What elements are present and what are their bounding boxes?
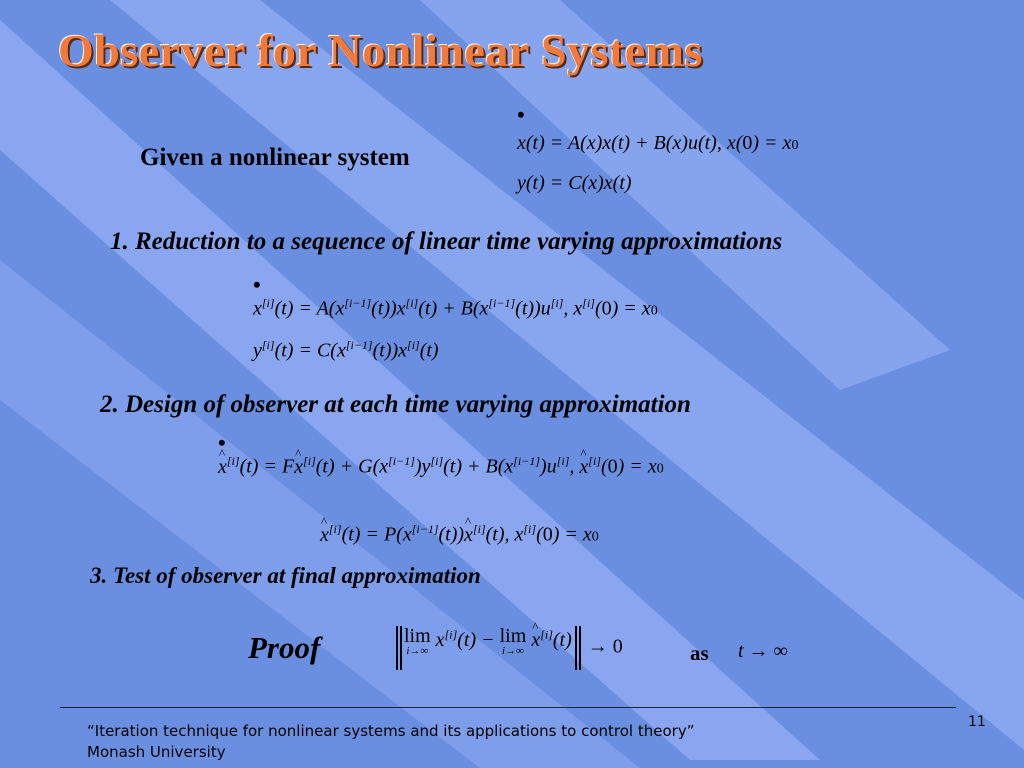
step-3-heading: 3. Test of observer at final approximation — [90, 563, 481, 588]
step-2-heading: 2. Design of observer at each time varying approximation — [100, 391, 691, 418]
proof-label: Proof — [248, 630, 321, 665]
observer-state-equation: ^ x[i](t) = F^ x[i](t) + G(x[i−1])y[i](t) + B(x[i−1])u[i], ^ x[i](0) = x0 — [218, 454, 664, 479]
system-state-equation: x(t) = A(x)x(t) + B(x)u(t), x(0) = x0 — [517, 132, 799, 154]
as-label: as — [690, 641, 709, 665]
system-output-equation: y(t) = C(x)x(t) — [517, 172, 632, 194]
given-system-label: Given a nonlinear system — [140, 144, 410, 171]
ltv-output-equation: y[i](t) = C(x[i−1](t))x[i](t) — [253, 338, 439, 362]
ltv-state-equation: x[i](t) = A(x[i−1](t))x[i](t) + B(x[i−1](t))u[i], x[i](0) = x0 — [253, 296, 658, 320]
derivative-dot: • — [218, 430, 226, 455]
observer-output-equation: ^ x[i](t) = P(x[i−1](t))^ x[i](t), x[i](0) = x0 — [320, 522, 599, 547]
time-to-infinity-expression: t → ∞ — [738, 640, 788, 662]
footer-reference: “Iteration technique for nonlinear systems and its applications to control theory” — [87, 722, 695, 740]
slide-title: Observer for Nonlinear Systems — [58, 25, 703, 76]
derivative-dot: • — [253, 272, 261, 297]
page-number: 11 — [968, 714, 986, 730]
convergence-limit-expression: lim i→∞ x[i](t) − lim i→∞ ^ x[i](t) → 0 — [396, 626, 623, 670]
step-1-heading: 1. Reduction to a sequence of linear time varying approximations — [110, 228, 783, 255]
footer-institution: Monash University — [87, 743, 226, 761]
footer-divider — [60, 707, 956, 708]
derivative-dot: • — [517, 102, 525, 127]
